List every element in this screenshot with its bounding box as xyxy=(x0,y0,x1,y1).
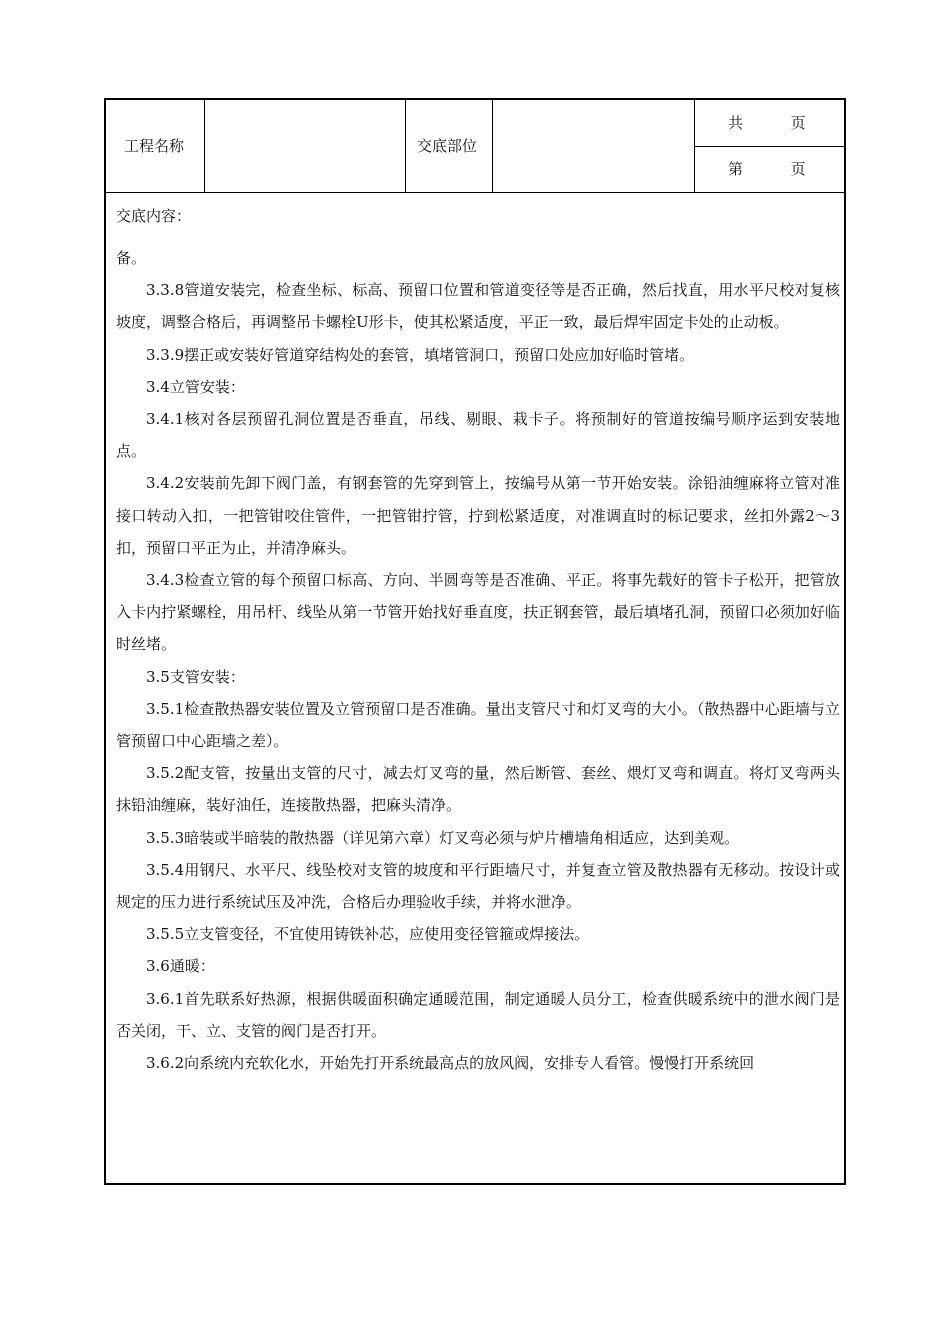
content-paragraph: 备。 xyxy=(116,249,147,267)
content-label: 交底内容： xyxy=(116,207,192,225)
location-label: 交底部位 xyxy=(417,137,478,155)
content-paragraph: 3.5.3暗装或半暗装的散热器（详见第六章）灯叉弯必须与炉片槽墙角相适应，达到美观。 xyxy=(146,828,740,847)
project-name-label: 工程名称 xyxy=(124,137,185,155)
content-paragraph: 3.3.9摆正或安装好管道穿结构处的套管，填堵管洞口，预留口处应加好临时管堵。 xyxy=(146,345,695,364)
content-paragraph: 3.4.1核对各层预留孔洞位置是否垂直，吊线、剔眼、栽卡子。将预制好的管道按编号顺序运到安装地点。 xyxy=(116,410,840,461)
content-paragraph: 3.5.1检查散热器安装位置及立管预留口是否准确。量出支管尺寸和灯叉弯的大小。（散热器中心距墙与立管预留口中心距墙之差）。 xyxy=(116,699,840,751)
page-number-label: 第 页 xyxy=(728,160,806,178)
content-paragraph: 3.6.1首先联系好热源，根据供暖面积确定通暖范围，制定通暖人员分工，检查供暖系统中的泄水阀门是否关闭，干、立、支管的阀门是否打开。 xyxy=(116,989,840,1040)
content-body xyxy=(116,242,840,1079)
content-paragraph: 3.4.2安装前先卸下阀门盖，有钢套管的先穿到管上，按编号从第一节开始安装。涂铅油缠麻将立管对准接口转动入扣，一把管钳咬住管件，一把管钳拧管，拧到松紧适度，对准调直时的标记要求，丝扣外露2～3扣，预留口平正为止，并清净麻头。 xyxy=(116,474,840,557)
header-divider xyxy=(204,100,205,192)
content-paragraph: 3.4立管安装： xyxy=(146,377,245,396)
content-paragraph: 3.3.8管道安装完，检查坐标、标高、预留口位置和管道变径等是否正确，然后找直，用水平尺校对复核坡度，调整合格后，再调整吊卡螺栓U形卡，使其松紧适度，平正一致，最后焊牢固定卡处的止动板。 xyxy=(116,281,840,332)
header-divider xyxy=(405,100,406,192)
content-paragraph: 3.4.3检查立管的每个预留口标高、方向、半圆弯等是否准确、平正。将事先载好的管卡子松开，把管放入卡内拧紧螺栓，用吊杆、线坠从第一节管开始找好垂直度，扶正钢套管，最后填堵孔洞，预留口必须加好临时丝堵。 xyxy=(116,571,840,654)
content-paragraph: 3.6通暖： xyxy=(146,957,215,976)
content-paragraph: 3.5.2配支管，按量出支管的尺寸，减去灯叉弯的量，然后断管、套丝、煨灯叉弯和调直。将灯叉弯两头抹铅油缠麻，装好油任，连接散热器，把麻头清净。 xyxy=(116,764,840,815)
content-paragraph: 3.5.4用钢尺、水平尺、线坠校对支管的坡度和平行距墙尺寸，并复查立管及散热器有无移动。按设计或规定的压力进行系统试压及冲洗，合格后办理验收手续，并将水泄净。 xyxy=(116,860,840,912)
disclosure-form xyxy=(104,98,846,1185)
header-divider xyxy=(694,146,844,147)
content-paragraph: 3.5.5立支管变径，不宜使用铸铁补芯，应使用变径管箍或焊接法。 xyxy=(146,925,590,944)
total-pages-label: 共 页 xyxy=(728,114,806,132)
form-header xyxy=(106,100,844,193)
content-paragraph: 3.6.2向系统内充软化水，开始先打开系统最高点的放风阀，安排专人看管。慢慢打开系统回 xyxy=(146,1054,755,1073)
header-divider xyxy=(492,100,493,192)
content-paragraph: 3.5支管安装： xyxy=(146,667,245,686)
